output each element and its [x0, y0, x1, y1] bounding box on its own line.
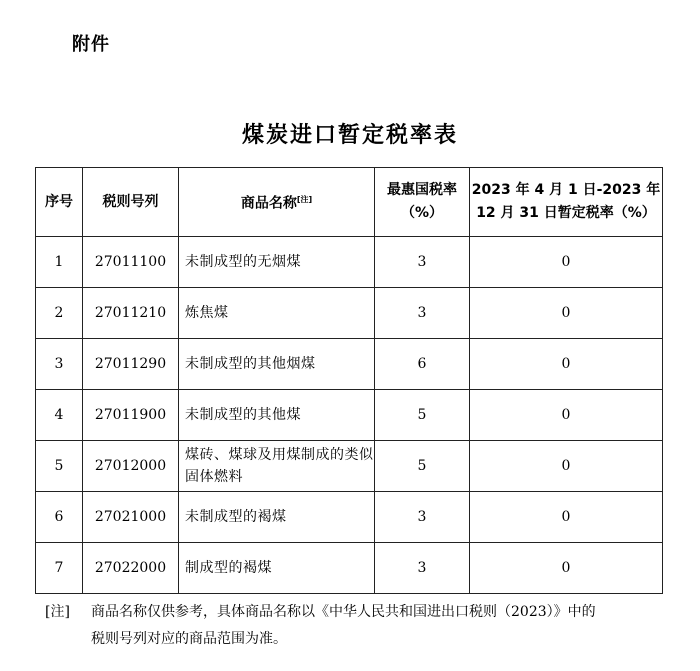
cell-name: 未制成型的褐煤	[179, 492, 375, 543]
footnote-text-line2: 税则号列对应的商品范围为准。	[91, 631, 287, 647]
cell-code: 27012000	[83, 441, 179, 492]
cell-seq: 1	[36, 237, 83, 288]
tax-rate-table	[35, 167, 663, 594]
footnote	[45, 599, 660, 653]
table-row	[36, 390, 663, 441]
cell-code: 27011290	[83, 339, 179, 390]
cell-mfn-rate: 5	[375, 441, 470, 492]
header-mfn-rate	[375, 168, 470, 237]
cell-temp-rate: 0	[470, 390, 663, 441]
header-name-text: 商品名称	[240, 195, 297, 212]
cell-code: 27011210	[83, 288, 179, 339]
cell-mfn-rate: 3	[375, 543, 470, 594]
header-code: 税则号列	[83, 168, 179, 237]
cell-temp-rate: 0	[470, 288, 663, 339]
cell-mfn-rate: 3	[375, 492, 470, 543]
table-row	[36, 288, 663, 339]
table-row	[36, 237, 663, 288]
header-name	[179, 168, 375, 237]
cell-temp-rate: 0	[470, 543, 663, 594]
cell-name: 炼焦煤	[179, 288, 375, 339]
cell-temp-rate: 0	[470, 441, 663, 492]
cell-mfn-rate: 5	[375, 390, 470, 441]
footnote-label: [注]	[45, 604, 70, 620]
footnote-text-line1: 商品名称仅供参考，具体商品名称以《中华人民共和国进出口税则（2023）》中的	[91, 604, 596, 620]
table-row	[36, 441, 663, 492]
header-seq: 序号	[36, 168, 83, 237]
table-row	[36, 339, 663, 390]
header-mfn-line2: （%）	[400, 205, 444, 221]
cell-temp-rate: 0	[470, 339, 663, 390]
header-mfn-line1: 最惠国税率	[387, 182, 457, 198]
cell-temp-rate: 0	[470, 492, 663, 543]
cell-seq: 7	[36, 543, 83, 594]
document-title: 煤炭进口暂定税率表	[241, 122, 458, 148]
cell-mfn-rate: 3	[375, 288, 470, 339]
cell-code: 27011900	[83, 390, 179, 441]
table-header-row	[36, 168, 663, 237]
table-row	[36, 543, 663, 594]
cell-code: 27022000	[83, 543, 179, 594]
cell-seq: 3	[36, 339, 83, 390]
cell-name: 未制成型的无烟煤	[179, 237, 375, 288]
cell-code: 27011100	[83, 237, 179, 288]
header-temp-line1: 2023 年 4 月 1 日-2023 年	[471, 182, 661, 198]
header-temp-rate	[470, 168, 663, 237]
cell-code: 27021000	[83, 492, 179, 543]
header-temp-line2: 12 月 31 日暂定税率（%）	[476, 205, 656, 221]
cell-seq: 5	[36, 441, 83, 492]
cell-name: 未制成型的其他烟煤	[179, 339, 375, 390]
note-mark: [注]	[296, 195, 313, 205]
cell-mfn-rate: 6	[375, 339, 470, 390]
cell-name: 未制成型的其他煤	[179, 390, 375, 441]
cell-seq: 4	[36, 390, 83, 441]
cell-temp-rate: 0	[470, 237, 663, 288]
footnote-line1	[45, 599, 660, 626]
attachment-label: 附件	[72, 34, 110, 55]
cell-mfn-rate: 3	[375, 237, 470, 288]
cell-seq: 2	[36, 288, 83, 339]
cell-name: 煤砖、煤球及用煤制成的类似固体燃料	[179, 441, 375, 492]
cell-name: 制成型的褐煤	[179, 543, 375, 594]
cell-seq: 6	[36, 492, 83, 543]
table-row	[36, 492, 663, 543]
